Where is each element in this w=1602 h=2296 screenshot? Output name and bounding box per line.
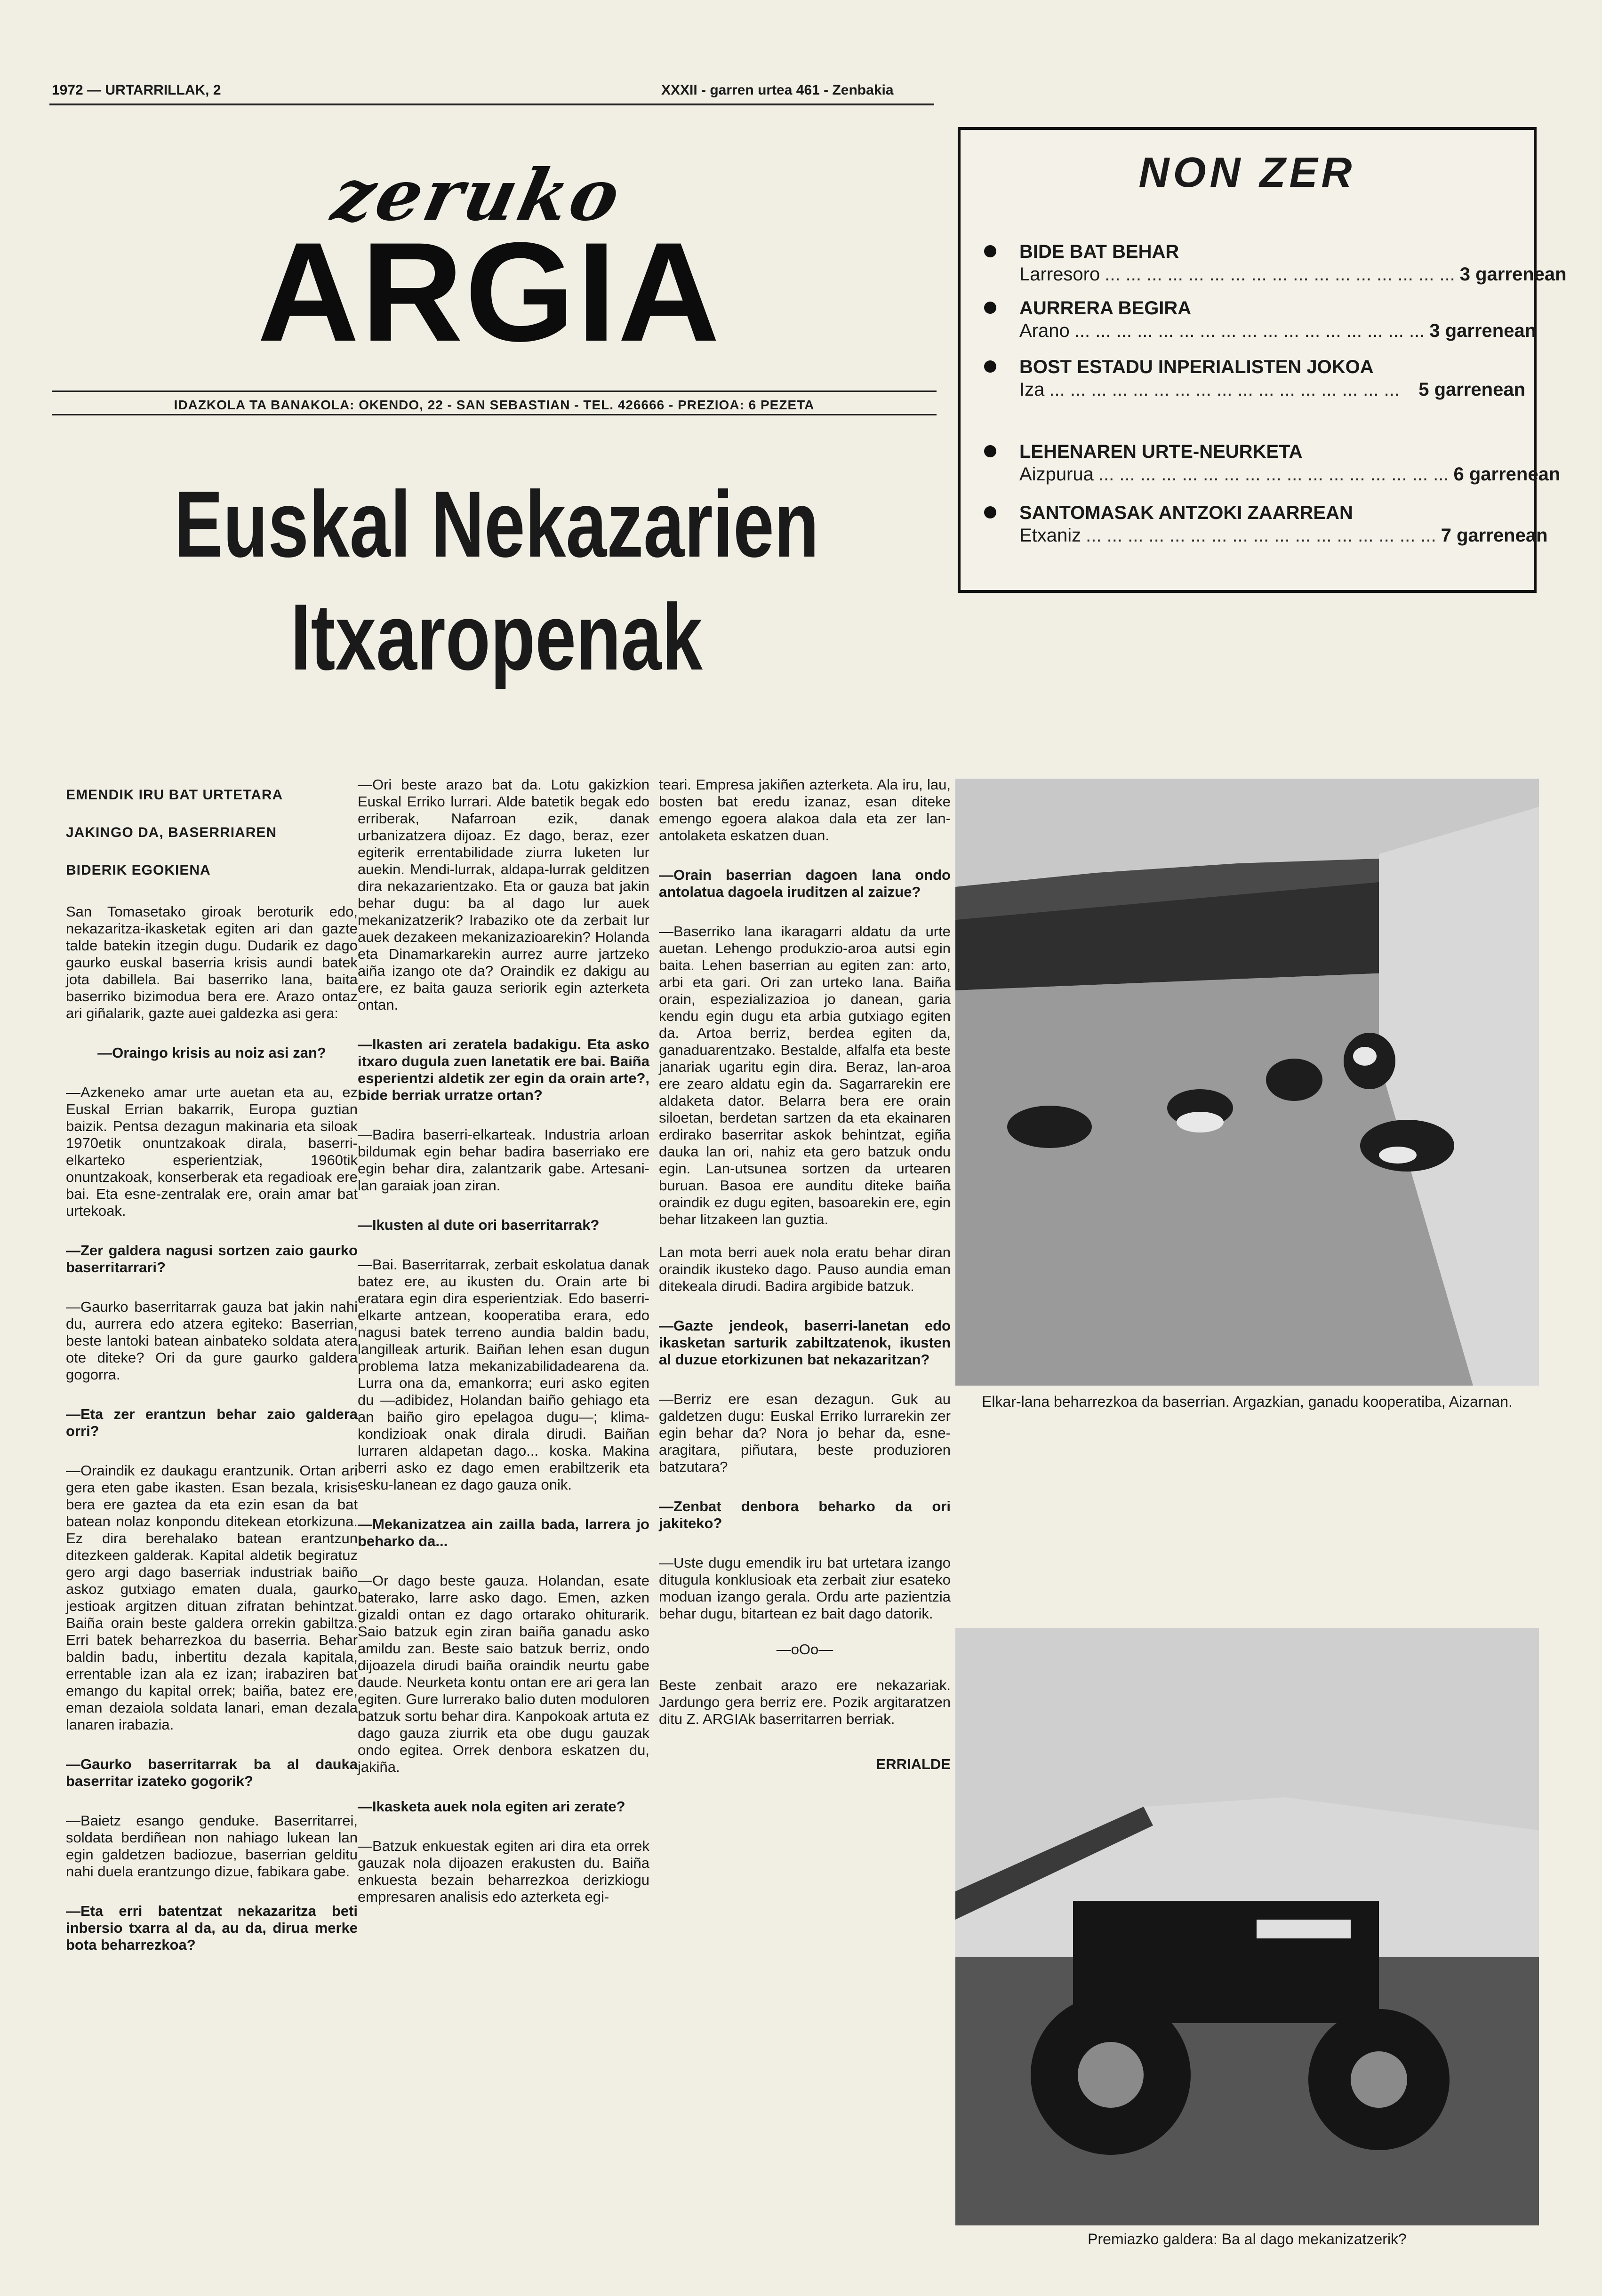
question: —Eta zer erantzun behar zaio galdera orri? [66,1406,358,1439]
question: —Oraingo krisis au noiz asi zan? [97,1044,326,1061]
masthead-subtitle-text: zeruko [325,154,630,237]
toc-item[interactable] [984,440,1561,486]
paragraph: —Or dago beste gauza. Holandan, esate baterako, larre asko dago. Emen, azken gizaldi ontan ez dago ortarako ohiturarik. Saio batzuk egin ziran baiña ganadu asko amildu zan. Beste saio batzuk berriz, ondo dijoazela dirudi baiña oraindik neurtu gabe daude. Neurketa kontu ontan ere ari gera lan egiten. Gure lurrerako balio duten moduloren batzuk sortu behar dira. Kanpokoak artuta ez dago gauza ziurrik eta obe dugu gauzak ondo egitea. Orrek denbora eskatzen du, jakiña. [358,1572,649,1775]
photo-cows [955,779,1539,1386]
toc-item-page: 3 garrenean [1459,264,1567,285]
paragraph: teari. Empresa jakiñen azterketa. Ala iru, lau, bosten bat eredu izanaz, esan diteke emengo egoera alakoa dala eta zer lan-antolaketa eskatzen duan. [659,776,951,844]
paragraph: —Gaurko baserritarrak gauza bat jakin nahi du, aurrera edo atzera egiteko: Baserrian, beste lantoki batean ainbateko soldata atera ote diteke? Ori da gure gaurko galdera gogorra. [66,1299,358,1383]
toc-item-author: Etxaniz [1019,525,1081,546]
masthead-rule-top [52,391,937,392]
address-line: IDAZKOLA TA BANAKOLA: OKENDO, 22 - SAN SEBASTIAN - TEL. 426666 - PREZIOA: 6 PEZETA [174,398,815,412]
question: —Ikasten ari zeratela badakigu. Eta asko itxaro dugula zuen lanetatik ere bai. Baiña esperientzi aldetik zer egin da orain arte?, bide berriak urratze ortan? [358,1036,649,1103]
bullet-icon [984,360,996,373]
question: —Mekanizatzea ain zailla bada, larrera jo beharko da... [358,1516,649,1549]
paragraph: Lan mota berri auek nola eratu behar diran oraindik ikusteko dago. Pauso aundia eman ditekeala dirudi. Badira argibide batzuk. [659,1244,951,1294]
issue-number: XXXII - garren urtea 461 - Zenbakia [661,82,894,98]
paragraph: —Uste dugu emendik iru bat urtetara izango ditugula konklusioak eta zerbait ziur esateko moduan izango gerala. Ordu arte pazientzia behar dugu, bitartean ez bait dago datorik. [659,1555,951,1622]
photo-tractor [955,1628,1539,2225]
question: —Orain baserrian dagoen lana ondo antolatua dagoela iruditzen al zaizue? [659,867,951,900]
dateline: 1972 — URTARRILLAK, 2 [52,82,221,98]
paragraph: Beste zenbait arazo ere nekazariak. Jardungo gera berriz ere. Pozik argitaratzen ditu Z. ARGIAk baserritarren berriak. [659,1677,951,1727]
toc-item-page: 6 garrenean [1453,464,1561,485]
paragraph: —Badira baserri-elkarteak. Industria arloan bildumak egin behar badira baserriako ere egin behar dira, zalantzarik gabe. Artesani-lan garaiak joan ziran. [358,1126,649,1194]
paragraph: San Tomasetako giroak beroturik edo, nekazaritza-ikasketak egiten ari dan gazte talde batekin itzegin dugu. Dudarik ez dago gaurko euskal baserria krisis aundi batek jota dabillela. Bai baserriko lana, baita baserriko bizimodua bera ere. Arazo ontaz ari giñalarik, gazte auei galdezka asi gera: [66,903,358,1021]
bullet-icon [984,445,996,457]
separator: —oOo— [776,1641,833,1658]
bullet-icon [984,302,996,314]
paragraph: —Baserriko lana ikaragarri aldatu da urte auetan. Lehengo produkzio-aroa autsi egin baita. Lehen baserrian au egiten zan: arto, arbi eta gari. Ori zan urteko lana. Baiña orain, espezializazioa jo danean, garia kendu egin dugu eta arbia gutxiago egiten da. Artoa berriz, berdea egiten da, ganaduarentzako. Bestalde, alfalfa eta beste janariak ugaritu egin dira. Beraz, lan-aroa ere zearo aldatu egin da. Sagarrarekin ere aldaketa dator. Belarra bera ere orain siloetan, berdetan sartzen da eta ekainaren erdirako baserritar askok behintzat, egiña dauka lan ori, nahiz eta gero batzuk ondu egin. Lan-utsunea sortzen da urtearen buruan. Basoa ere aunditu diteke baiña oraindik ez dugu egiten, basoarekin ere, egin behar litzakeen lan guztia. [659,923,951,1228]
toc-item[interactable] [984,502,1548,547]
lead-heading-line: BIDERIK EGOKIENA [66,862,211,878]
paragraph: —Oraindik ez daukagu erantzunik. Ortan ari gera eten gabe ikasten. Esan bezala, krisis bera ere gaztea da eta ezin esan da bat batean nolaz konpondu ditekean etorkizuna. Ez dira berehalako batean erantzun ditezkeen galderak. Kapital aldetik begiratuz gero argi dago baserriak industriak baiño askoz gutxiago ematen duala, gaurko jestioak argitzen dituan zifratan behintzat. Baiña orain beste galdera orrekin gabiltza. Erri batek beharrezkoa du baserria. Behar baldin badu, inbertitu dezala kapitala, errentable izan ala ez izan; irabaziren bat emango du kapital orrek; baiña, batez ere, eman dezaiola soldata lanari, eman dezala lanaren irabazia. [66,1462,358,1733]
article-column-3 [659,776,951,1789]
paragraph: —Batzuk enkuestak egiten ari dira eta orrek gauzak nola dijoazen erakusten du. Baiña enkuesta bezain beharrezkoa derizkiogu empresaren analisis edo azterketa egi- [358,1838,649,1905]
question: —Ikusten al dute ori baserritarrak? [358,1217,600,1233]
toc-item-author: Arano [1019,320,1070,341]
paragraph: —Baietz esango genduke. Baserritarrei, soldata berdiñean non nahiago lukean lan egin galdetzen badiozue, baserrian gelditu nahi duela erantzungo dizue, fabikara gabe. [66,1812,358,1880]
headline-line-1: Euskal Nekazarien [174,472,819,577]
photo-caption-1: Elkar-lana beharrezkoa da baserrian. Argazkian, ganadu kooperatiba, Aizarnan. [982,1393,1513,1410]
top-rule [49,104,934,105]
headline-line-2: Itxaropenak [290,585,703,690]
toc-item-title: LEHENAREN URTE-NEURKETA [1019,441,1303,462]
toc-item-title: AURRERA BEGIRA [1019,298,1192,319]
toc-dots: ... ... ... ... ... ... ... ... ... ... ... ... ... ... ... ... ... [1098,464,1449,485]
toc-item-page: 7 garrenean [1441,525,1548,546]
toc-item[interactable] [984,297,1537,342]
masthead-title: ARGIA [257,213,722,371]
lead-heading-line: EMENDIK IRU BAT URTETARA [66,787,283,803]
toc-item-page: 5 garrenean [1418,379,1525,400]
toc-dots: ... ... ... ... ... ... ... ... ... ... ... ... ... ... ... ... ... [1086,525,1436,546]
photo-cows-image [955,779,1539,1386]
toc-dots: ... ... ... ... ... ... ... ... ... ... ... ... ... ... ... ... ... [1074,320,1425,341]
masthead-rule-bottom [52,414,937,415]
paragraph: —Bai. Baserritarrak, zerbait eskolatua danak batez ere, au ikusten du. Orain arte bi eratara egin dira esperientziak. Edo baserri-elkarte antzean, kooperatiba erara, edo nagusi batek terreno aundia baldin badu, langilleak arturik. Baiñan lehen esan dugun problema latza mekanizabilidadearena da. Lurra ona da, emankorra; euri asko egiten du —adibidez, Holandan baiño gehiago eta an baiño giro epelagoa dugu—; klima-kondizioak onak dirala dirudi. Baiñan lurraren aldapetan dago... koska. Makina berri asko ez dago emen erabiltzerik eta esku-lanean ez dago gauza onik. [358,1256,649,1493]
toc-item[interactable] [984,356,1525,401]
question: —Zer galdera nagusi sortzen zaio gaurko baserritarrari? [66,1242,358,1276]
toc-item-page: 3 garrenean [1429,320,1537,341]
toc-dots: ... ... ... ... ... ... ... ... ... ... ... ... ... ... ... ... ... [1105,264,1455,285]
question: —Gaurko baserritarrak ba al dauka baserritar izateko gogorik? [66,1756,358,1789]
bullet-icon [984,506,996,518]
paragraph: —Azkeneko amar urte auetan eta au, ez Euskal Errian bakarrik, Europa guztian baizik. Pentsa dezagun makinaria eta siloak 1970etik onuntzakoak dirala, baserri-elkarteko esperientziak, 1960tik onuntzakoak, konserberak eta regadioak ere bai. Eta esne-zentralak ere, orain amar bat urtekoak. [66,1084,358,1219]
article-column-2 [358,776,649,1921]
toc-item-title: BOST ESTADU INPERIALISTEN JOKOA [1019,357,1374,377]
lead-heading-line: JAKINGO DA, BASERRIAREN [66,825,277,840]
toc-item-title: SANTOMASAK ANTZOKI ZAARREAN [1019,502,1353,523]
toc-item[interactable] [984,240,1567,286]
toc-item-author: Aizpurua [1019,464,1094,485]
photo-caption-2: Premiazko galdera: Ba al dago mekanizatzerik? [1088,2231,1407,2248]
main-headline [148,468,845,694]
paragraph: —Berriz ere esan dezagun. Guk au galdetzen dugu: Euskal Erriko lurrarekin zer egin behar da? Nora jo behar da, esne-aragitara, piñutara, beste produzioren batzutara? [659,1391,951,1475]
table-of-contents-box [958,127,1567,593]
photo-tractor-image [955,1628,1539,2225]
question: —Eta erri batentzat nekazaritza beti inbersio txarra al da, au da, dirua merke bota beharrezkoa? [66,1903,358,1953]
question: —Zenbat denbora beharko da ori jakiteko? [659,1498,951,1531]
article-column-1 [66,776,358,1976]
toc-item-author: Iza [1019,379,1045,400]
toc-item-title: BIDE BAT BEHAR [1019,241,1179,262]
question: —Gazte jendeok, baserri-lanetan edo ikasketan sarturik zabiltzatenok, ikusten al duzue etorkizunen bat nekazaritzan? [659,1317,951,1368]
question: —Ikasketa auek nola egiten ari zerate? [358,1798,625,1815]
toc-title: NON ZER [1138,149,1356,196]
toc-dots: ... ... ... ... ... ... ... ... ... ... ... ... ... ... ... ... ... [1049,379,1400,400]
bullet-icon [984,245,996,257]
paragraph: —Ori beste arazo bat da. Lotu gakizkion Euskal Erriko lurrari. Alde batetik begak edo erriberak, Nafarroan ezik, danak urbanizatzera dijoaz. Ez dago, beraz, ezer egiterik errentabilidade ziurra luketen lur auekin. Mendi-lurrak, aldapa-lurrak gelditzen dira nekazarientzako. Eta or gauza bat jakin behar dugu: ba al dago lur auek mekanizatzerik? Irabaziko ote da zerbait lur auek dezakeen mekanizazioarekin? Holanda eta Dinamarkarekin aurrez aurre jartzeko aiña izango ote da? Oraindik ez dakigu au ere, ez baita gauza seriorik egin azterketa ontan. [358,776,649,1013]
author-signature: ERRIALDE [876,1756,951,1772]
toc-item-author: Larresoro [1019,264,1100,285]
